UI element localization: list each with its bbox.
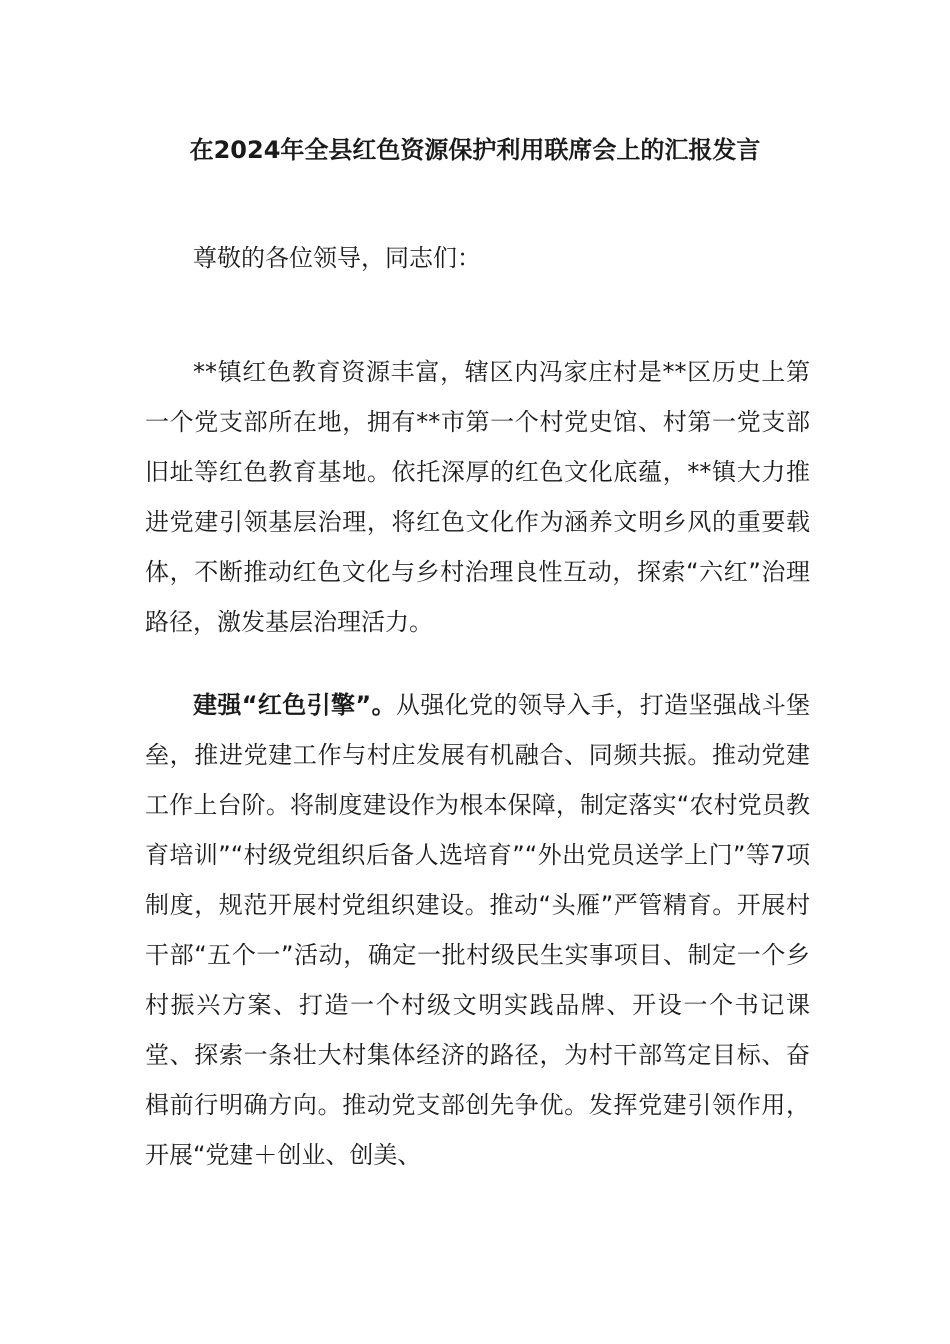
salutation: 尊敬的各位领导，同志们： xyxy=(193,244,481,272)
paragraph-text: 从强化党的领导入手，打造坚强战斗堡垒，推进党建工作与村庄发展有机融合、同频共振。推动党建工作上台阶。将制度建设作为根本保障，制定落实“农村党员教育培训”“村级党组织后备人选培育”“外出党员送学上门”等7项制度，规范开展村党组织建设。推动“头雁”严管精育。开展村干部“五个一”活动，确定一批村级民生实事项目、制定一个乡村振兴方案、打造一个村级文明实践品牌、开设一个书记课堂、探索一条壮大村集体经济的路径，为村干部笃定目标、奋楫前行明确方向。推动党支部创先争优。发挥党建引领作用，开展“党建＋创业、创美、 xyxy=(145,691,811,1169)
paragraph-red-engine xyxy=(145,680,810,1180)
document-title: 在2024年全县红色资源保护利用联席会上的汇报发言 xyxy=(189,136,761,164)
paragraph-intro xyxy=(145,347,810,647)
paragraph-lead-heading: 建强“红色引擎”。 xyxy=(193,691,396,719)
paragraph-text: **镇红色教育资源丰富，辖区内冯家庄村是**区历史上第一个党支部所在地，拥有**市第一个村党史馆、村第一党支部旧址等红色教育基地。依托深厚的红色文化底蕴，**镇大力推进党建引领基层治理，将红色文化作为涵养文明乡风的重要载体，不断推动红色文化与乡村治理良性互动，探索“六红”治理路径，激发基层治理活力。 xyxy=(145,358,810,636)
